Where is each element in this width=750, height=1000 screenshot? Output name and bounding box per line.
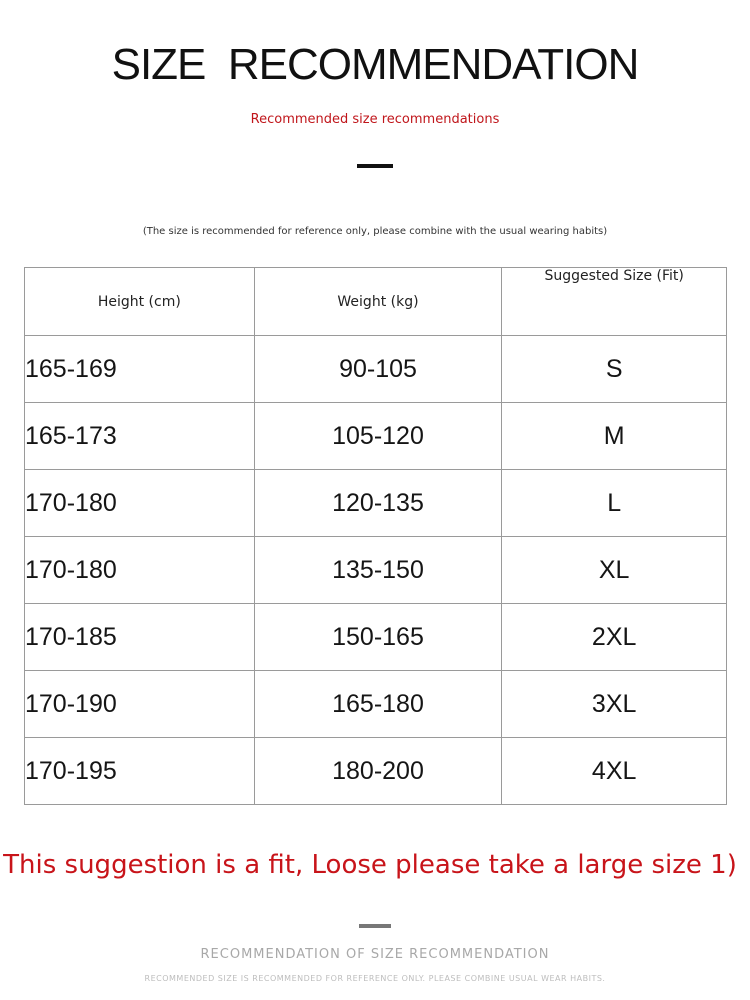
page-title: SIZE RECOMMENDATION <box>111 40 639 89</box>
table-row <box>25 336 727 403</box>
cell-height: 165-169 <box>25 336 255 403</box>
table-row <box>25 738 727 805</box>
table-row <box>25 403 727 470</box>
cell-size: XL <box>502 537 727 604</box>
table-row <box>25 604 727 671</box>
footer-note: RECOMMENDED SIZE IS RECOMMENDED FOR REFERENCE ONLY. PLEASE COMBINE USUAL WEAR HABITS. <box>144 974 606 983</box>
cell-weight: 180-200 <box>254 738 502 805</box>
title-divider <box>357 164 393 168</box>
table-row <box>25 537 727 604</box>
header-suggested-size: Suggested Size (Fit) <box>502 268 727 336</box>
header-height: Height (cm) <box>25 268 255 336</box>
header-weight: Weight (kg) <box>254 268 502 336</box>
cell-size: L <box>502 470 727 537</box>
cell-height: 170-180 <box>25 537 255 604</box>
cell-weight: 120-135 <box>254 470 502 537</box>
cell-height: 170-190 <box>25 671 255 738</box>
size-table <box>24 267 727 805</box>
fit-warning: This suggestion is a fit, Loose please take a large size 1) <box>3 850 737 880</box>
cell-weight: 150-165 <box>254 604 502 671</box>
table-row <box>25 470 727 537</box>
footer-divider <box>359 924 391 928</box>
cell-weight: 165-180 <box>254 671 502 738</box>
footer-heading: RECOMMENDATION OF SIZE RECOMMENDATION <box>200 947 550 962</box>
cell-height: 165-173 <box>25 403 255 470</box>
cell-size: M <box>502 403 727 470</box>
cell-weight: 105-120 <box>254 403 502 470</box>
cell-height: 170-185 <box>25 604 255 671</box>
cell-height: 170-195 <box>25 738 255 805</box>
cell-size: 2XL <box>502 604 727 671</box>
page-subtitle: Recommended size recommendations <box>250 112 500 127</box>
cell-size: 3XL <box>502 671 727 738</box>
cell-size: S <box>502 336 727 403</box>
cell-weight: 135-150 <box>254 537 502 604</box>
cell-height: 170-180 <box>25 470 255 537</box>
reference-note: (The size is recommended for reference only, please combine with the usual wearing habits) <box>142 226 608 237</box>
table-header-row <box>25 268 727 336</box>
table-row <box>25 671 727 738</box>
cell-weight: 90-105 <box>254 336 502 403</box>
cell-size: 4XL <box>502 738 727 805</box>
